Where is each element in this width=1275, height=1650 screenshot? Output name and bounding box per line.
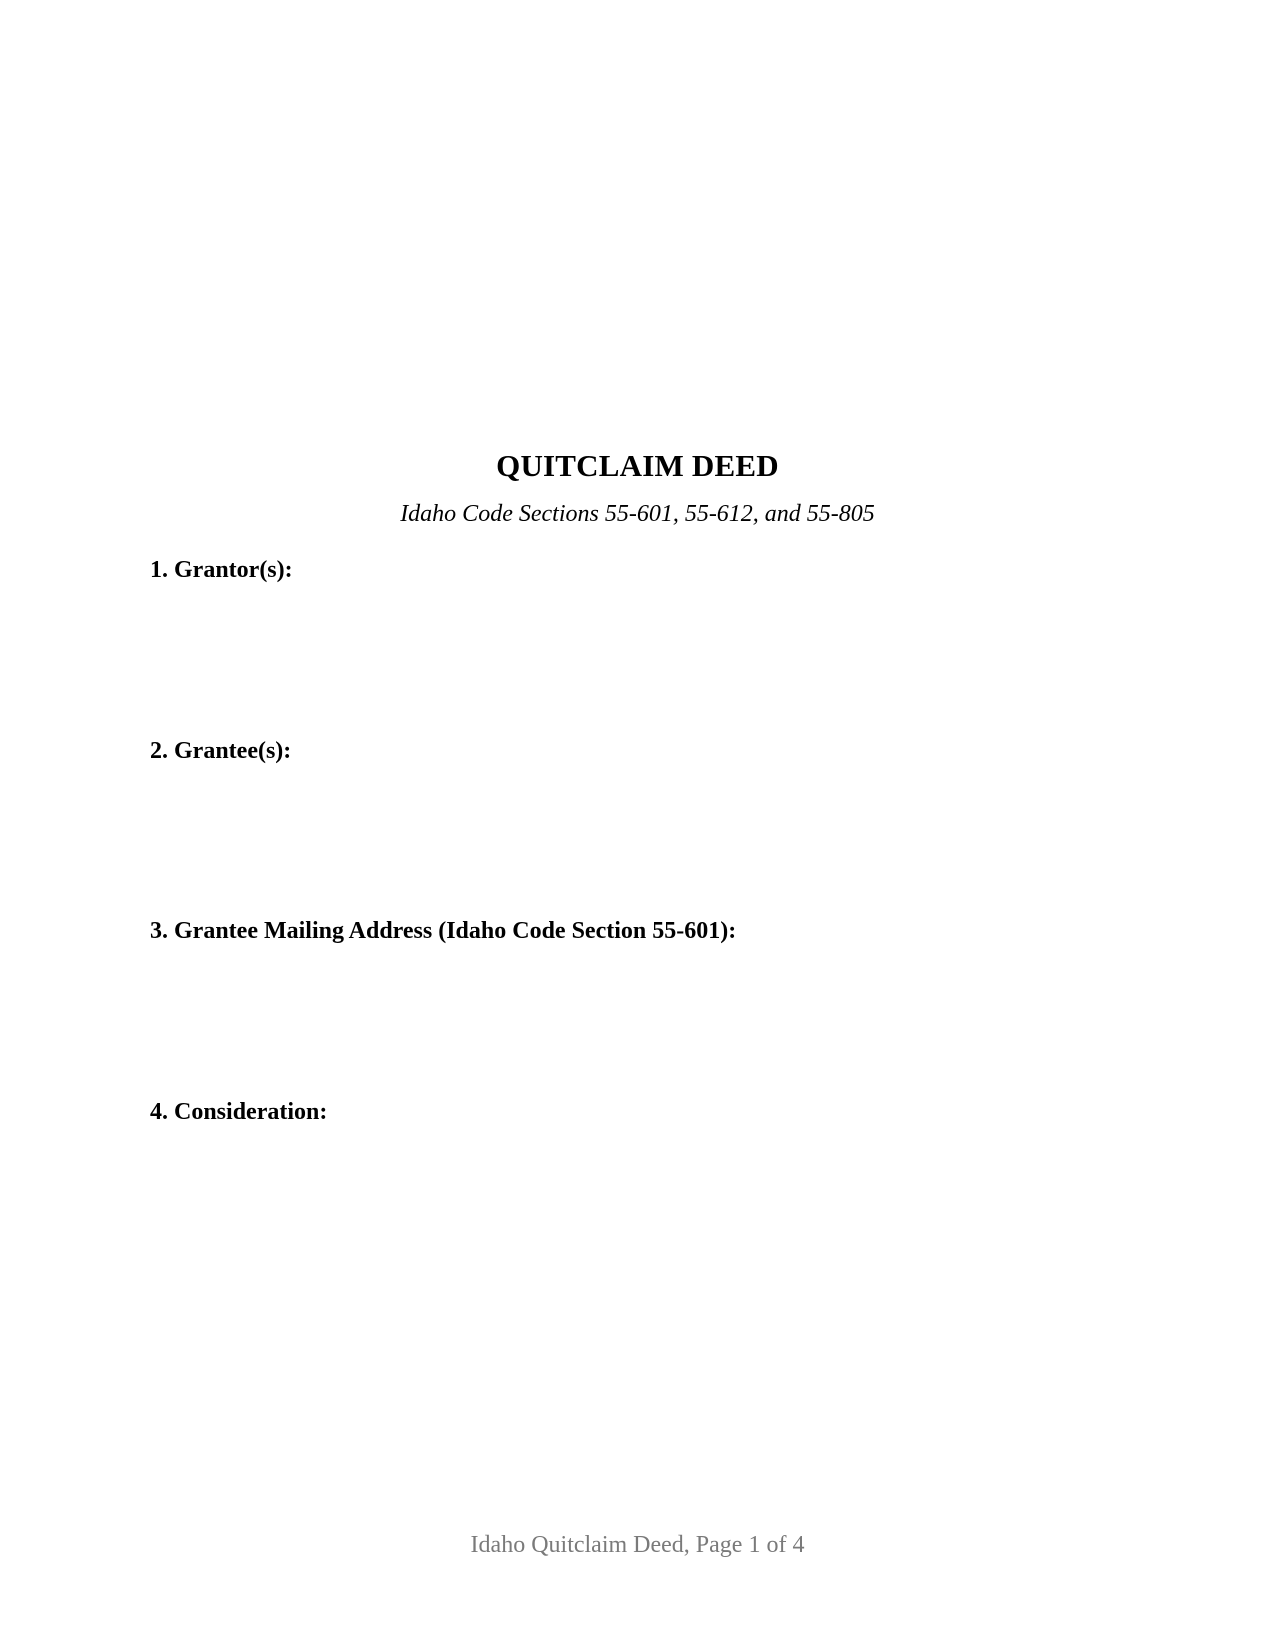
document-title: QUITCLAIM DEED xyxy=(496,448,779,483)
page-footer: Idaho Quitclaim Deed, Page 1 of 4 xyxy=(470,1532,805,1558)
section-heading-grantee-mailing-address: 3. Grantee Mailing Address (Idaho Code Section 55-601): xyxy=(150,918,737,944)
section-heading-consideration: 4. Consideration: xyxy=(150,1099,328,1125)
section-heading-grantees: 2. Grantee(s): xyxy=(150,738,292,764)
document-subtitle: Idaho Code Sections 55-601, 55-612, and 55-805 xyxy=(400,501,875,527)
section-heading-grantors: 1. Grantor(s): xyxy=(150,557,293,583)
